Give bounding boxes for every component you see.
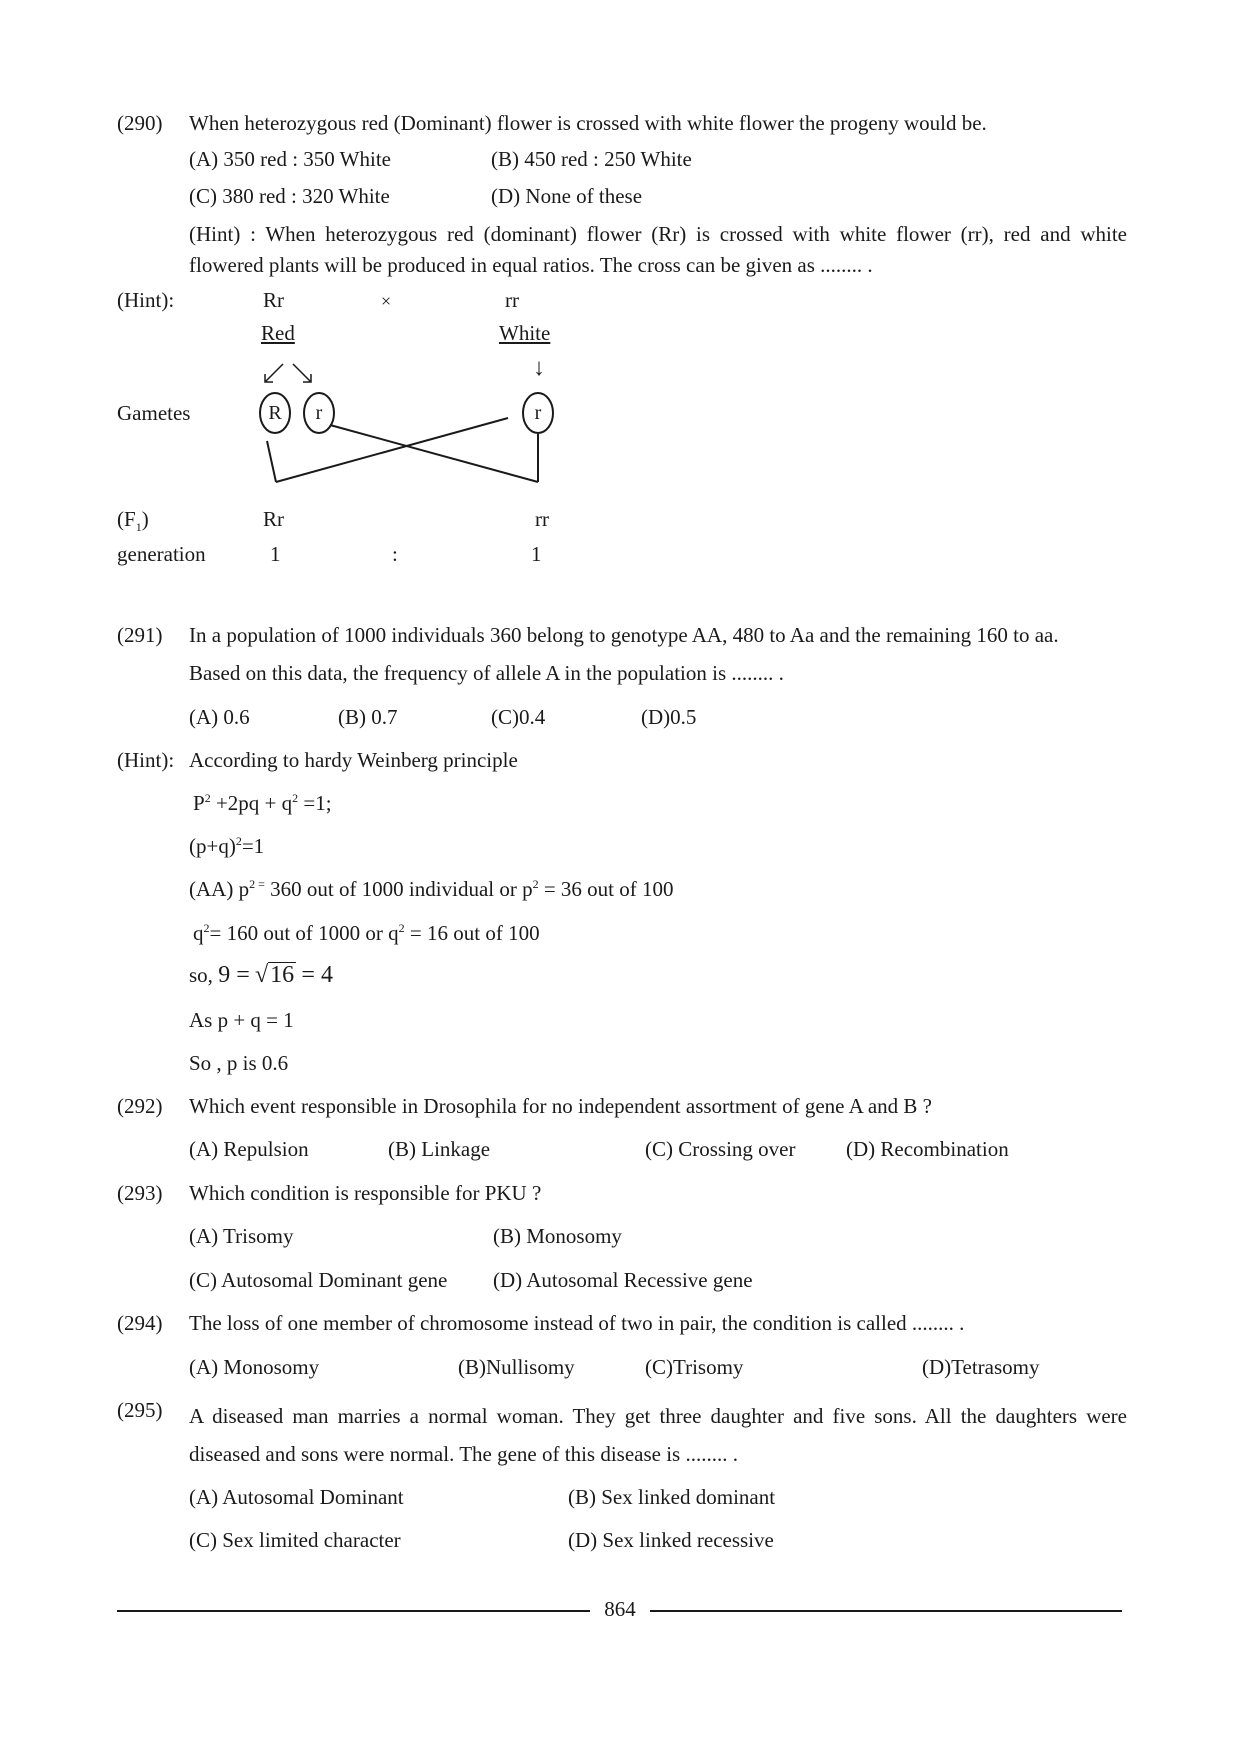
question-295-number: (295): [117, 1398, 163, 1422]
question-290-hint: (Hint) : When heterozygous red (dominant) flower (Rr) is crossed with white flower (rr), red and white flowered plants will be produced in equal ratios. The cross can be given as ........ .: [189, 222, 1127, 277]
hint-label-290: (Hint):: [117, 288, 175, 312]
cross-diagram: [0, 0, 1240, 520]
question-294-option-b: (B)Nullisomy: [458, 1355, 575, 1379]
question-294-option-a: (A) Monosomy: [189, 1355, 320, 1379]
question-295-option-a: (A) Autosomal Dominant: [189, 1485, 404, 1509]
arrow-right-line: [293, 364, 311, 382]
question-291-line-1: In a population of 1000 individuals 360 belong to genotype AA, 480 to Aa and the remaining 160 to aa.: [189, 623, 1059, 647]
offspring-2-genotype: rr: [535, 507, 549, 531]
cross-line-1: [267, 441, 276, 482]
gamete-r-label: r: [315, 402, 323, 424]
question-291-option-a: (A) 0.6: [189, 705, 250, 729]
equation-7: So , p is 0.6: [189, 1051, 289, 1075]
question-291-number: (291): [117, 623, 163, 647]
equation-1: $P^2 +2pq + q^2 =1$;: [193, 791, 332, 815]
gamete-r2-label: r: [534, 402, 542, 424]
question-295-option-c: (C) Sex limited character: [189, 1528, 401, 1552]
parent-1-label: Red: [261, 321, 295, 345]
parent-2-genotype: rr: [505, 288, 519, 312]
cross-line-2: [276, 418, 508, 482]
question-290-number: (290): [117, 111, 163, 135]
ratio-separator: :: [392, 542, 398, 566]
gamete-R-label: R: [268, 402, 282, 424]
question-295-text: A diseased man marries a normal woman. They get three daughter and five sons. All the daughters were diseased and sons were normal. The gene of this disease is ........ .: [189, 1404, 1127, 1466]
question-293-option-d: (D) Autosomal Recessive gene: [493, 1268, 753, 1292]
equation-4: $q^2= 160$ out of 1000 or $q^2 = 16$ out of 100: [193, 921, 540, 945]
question-290-option-d: (D) None of these: [491, 184, 643, 208]
equation-6: As p + q = 1: [189, 1008, 294, 1032]
question-291-line-2: Based on this data, the frequency of allele A in the population is ........ .: [189, 661, 784, 685]
question-291-option-c: (C)0.4: [491, 705, 546, 729]
question-292-option-a: (A) Repulsion: [189, 1137, 309, 1161]
question-293-option-c: (C) Autosomal Dominant gene: [189, 1268, 448, 1292]
arrow-down-icon: ↓: [533, 355, 545, 381]
question-290-text: When heterozygous red (Dominant) flower is crossed with white flower the progeny would be.: [189, 111, 987, 135]
question-290-option-b: (B) 450 red : 250 White: [491, 147, 692, 171]
question-290-option-a: (A) 350 red : 350 White: [189, 147, 391, 171]
question-294-number: (294): [117, 1311, 163, 1335]
question-293-option-a: (A) Trisomy: [189, 1224, 294, 1248]
question-294-option-d: (D)Tetrasomy: [922, 1355, 1040, 1379]
question-295-option-d: (D) Sex linked recessive: [568, 1528, 774, 1552]
question-290-option-c: (C) 380 red : 320 White: [189, 184, 390, 208]
question-293-text: Which condition is responsible for PKU ?: [189, 1181, 542, 1205]
cross-sign: ×: [381, 291, 392, 311]
equation-3: (AA) $p^{2 =}$ 360 out of 1000 individual or $p^2 = 36$ out of 100: [189, 877, 674, 901]
equation-2: $(p+q)^2=1$: [189, 834, 265, 858]
question-292-number: (292): [117, 1094, 163, 1118]
arrow-left-line: [265, 364, 283, 382]
hint-label-291: (Hint):: [117, 748, 175, 772]
equation-5: so, 9 = √16 = 4: [189, 962, 333, 988]
question-292-option-b: (B) Linkage: [388, 1137, 491, 1161]
offspring-1-genotype: Rr: [263, 507, 284, 531]
parent-1-genotype: Rr: [263, 288, 284, 312]
generation-label: generation: [117, 542, 206, 566]
question-292-option-d: (D) Recombination: [846, 1137, 1009, 1161]
question-295-option-b: (B) Sex linked dominant: [568, 1485, 776, 1509]
ratio-1: 1: [270, 542, 281, 566]
ratio-2: 1: [531, 542, 542, 566]
page-number: 864: [604, 1597, 636, 1621]
f1-label: $(F_1)$: [117, 507, 149, 535]
question-292-text: Which event responsible in Drosophila for no independent assortment of gene A and B ?: [189, 1094, 932, 1118]
question-293-option-b: (B) Monosomy: [493, 1224, 622, 1248]
question-294-option-c: (C)Trisomy: [645, 1355, 744, 1379]
question-293-number: (293): [117, 1181, 163, 1205]
question-292-option-c: (C) Crossing over: [645, 1137, 796, 1161]
cross-line-3: [330, 425, 538, 482]
parent-2-label: White: [499, 321, 551, 345]
gametes-label: Gametes: [117, 401, 191, 425]
footer-rule-left: [117, 1610, 590, 1612]
question-291-option-b: (B) 0.7: [338, 705, 398, 729]
footer-rule-right: [650, 1610, 1122, 1612]
question-294-text: The loss of one member of chromosome instead of two in pair, the condition is called ........ .: [189, 1311, 965, 1335]
question-291-option-d: (D)0.5: [641, 705, 697, 729]
hint-291-text: According to hardy Weinberg principle: [189, 748, 518, 772]
